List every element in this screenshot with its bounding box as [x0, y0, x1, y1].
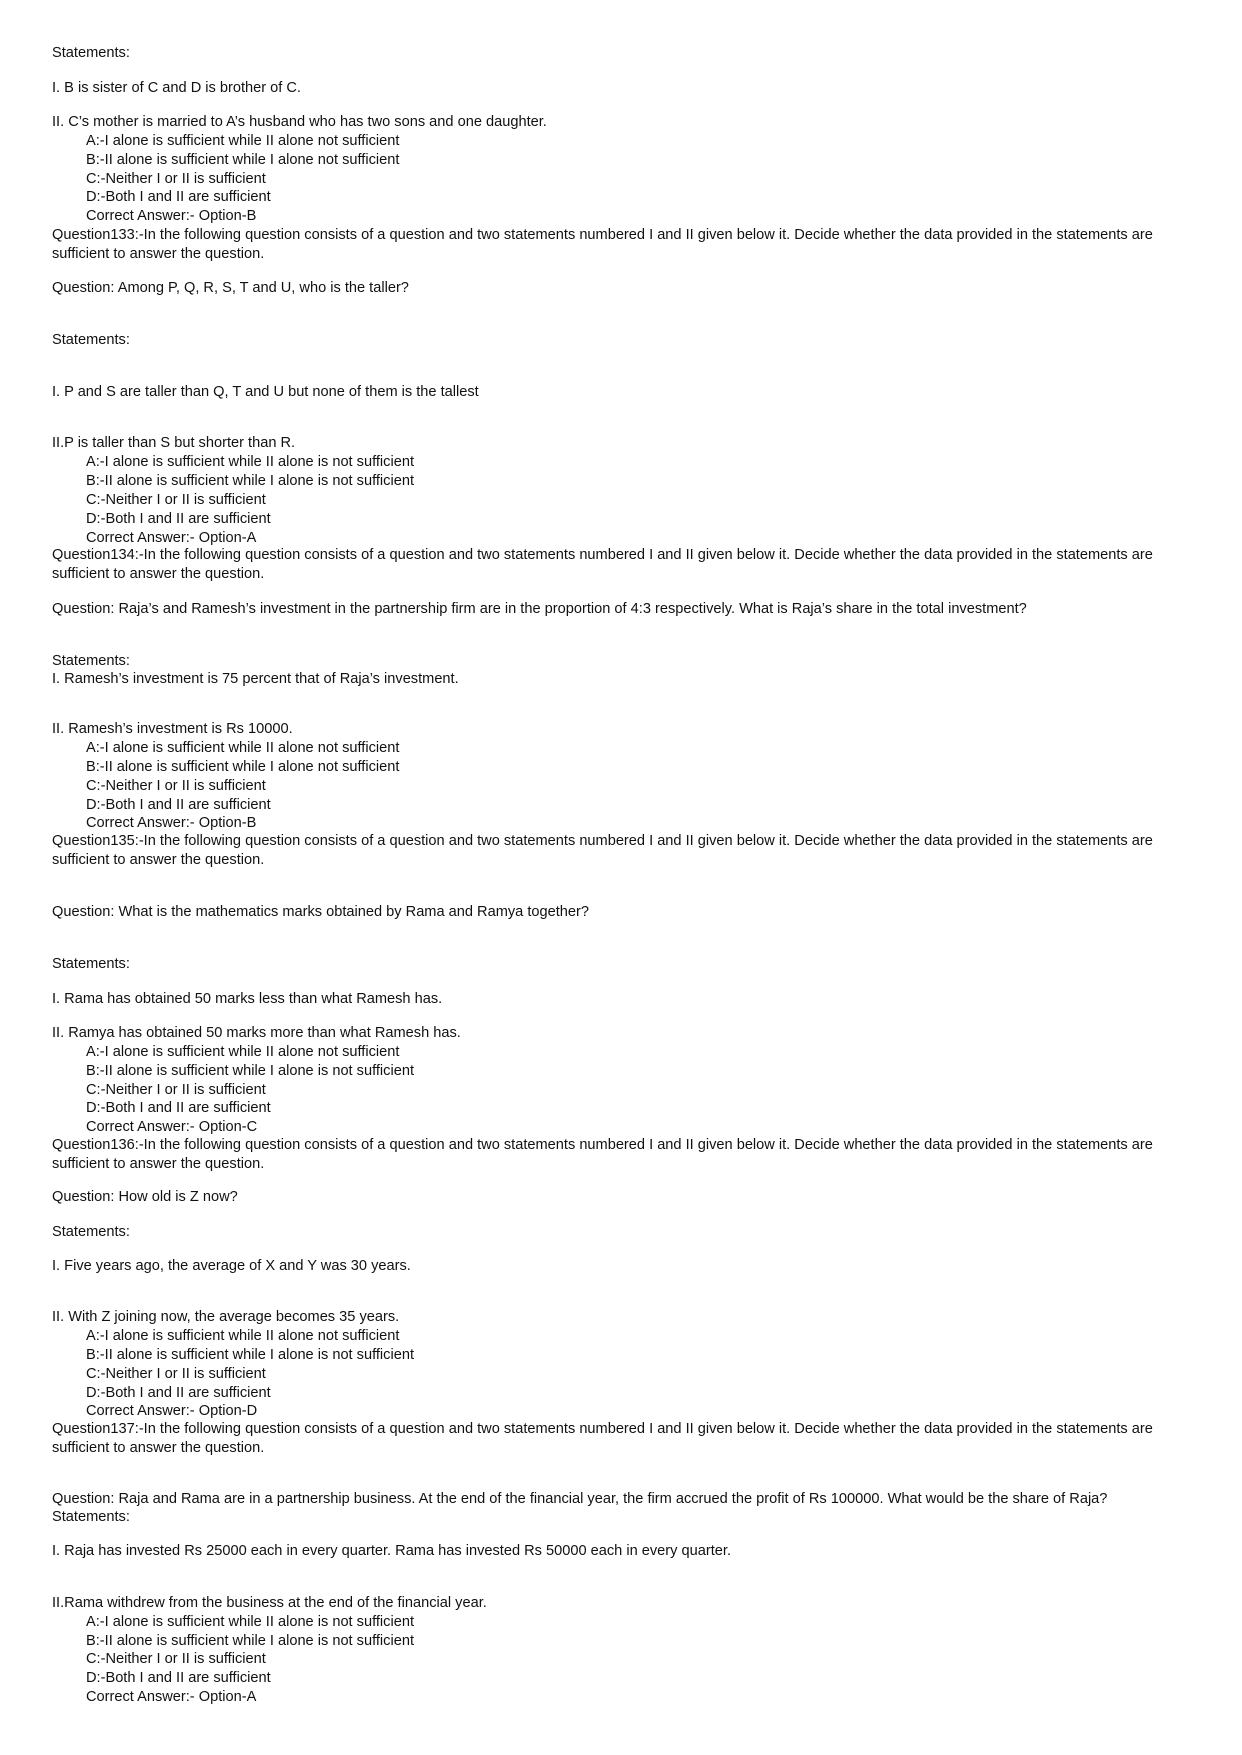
- statement-2: II. With Z joining now, the average becomes 35 years.: [52, 1309, 400, 1325]
- option-d: D:-Both I and II are sufficient: [86, 511, 271, 527]
- question-header: Question134:-In the following question consists of a question and two statements numbered I and II given below it. Decide whether the data provided in the statements are sufficient to answer the question.: [52, 547, 1153, 582]
- option-a: A:-I alone is sufficient while II alone is not sufficient: [86, 454, 414, 470]
- correct-answer: Correct Answer:- Option-B: [86, 815, 257, 831]
- correct-answer: Correct Answer:- Option-B: [86, 208, 257, 224]
- option-d: D:-Both I and II are sufficient: [86, 1100, 271, 1116]
- statements-label: Statements:: [52, 1509, 130, 1525]
- statement-1: I. Rama has obtained 50 marks less than what Ramesh has.: [52, 991, 443, 1007]
- question-header: Question133:-In the following question consists of a question and two statements numbered I and II given below it. Decide whether the data provided in the statements are sufficient to answer the question.: [52, 227, 1153, 262]
- correct-answer: Correct Answer:- Option-A: [86, 530, 257, 546]
- statement-1: I. Ramesh’s investment is 75 percent that of Raja’s investment.: [52, 671, 459, 687]
- option-a: A:-I alone is sufficient while II alone not sufficient: [86, 740, 400, 756]
- statement-2: II. Ramya has obtained 50 marks more than what Ramesh has.: [52, 1025, 461, 1041]
- option-c: C:-Neither I or II is sufficient: [86, 778, 266, 794]
- correct-answer: Correct Answer:- Option-D: [86, 1403, 258, 1419]
- option-b: B:-II alone is sufficient while I alone is not sufficient: [86, 1633, 414, 1649]
- option-a: A:-I alone is sufficient while II alone not sufficient: [86, 133, 400, 149]
- option-d: D:-Both I and II are sufficient: [86, 1670, 271, 1686]
- statement-2: II.P is taller than S but shorter than R.: [52, 435, 296, 451]
- option-b: B:-II alone is sufficient while I alone not sufficient: [86, 759, 400, 775]
- question-text: Question: Among P, Q, R, S, T and U, who is the taller?: [52, 280, 409, 296]
- option-d: D:-Both I and II are sufficient: [86, 797, 271, 813]
- statements-label: Statements:: [52, 956, 130, 972]
- statement-1: I. B is sister of C and D is brother of C.: [52, 80, 301, 96]
- question-header: Question135:-In the following question consists of a question and two statements numbered I and II given below it. Decide whether the data provided in the statements are sufficient to answer the question.: [52, 833, 1153, 868]
- question-text: Question: What is the mathematics marks obtained by Rama and Ramya together?: [52, 904, 589, 920]
- option-b: B:-II alone is sufficient while I alone is not sufficient: [86, 1347, 414, 1363]
- option-a: A:-I alone is sufficient while II alone is not sufficient: [86, 1614, 414, 1630]
- option-d: D:-Both I and II are sufficient: [86, 189, 271, 205]
- question-header: Question136:-In the following question consists of a question and two statements numbered I and II given below it. Decide whether the data provided in the statements are sufficient to answer the question.: [52, 1137, 1153, 1172]
- option-c: C:-Neither I or II is sufficient: [86, 1651, 266, 1667]
- statement-1: I. P and S are taller than Q, T and U but none of them is the tallest: [52, 384, 479, 400]
- option-c: C:-Neither I or II is sufficient: [86, 1082, 266, 1098]
- option-d: D:-Both I and II are sufficient: [86, 1385, 271, 1401]
- option-b: B:-II alone is sufficient while I alone is not sufficient: [86, 473, 414, 489]
- question-text: Question: How old is Z now?: [52, 1189, 238, 1205]
- statements-label: Statements:: [52, 332, 130, 348]
- option-a: A:-I alone is sufficient while II alone not sufficient: [86, 1328, 400, 1344]
- statement-1: I. Raja has invested Rs 25000 each in every quarter. Rama has invested Rs 50000 each in every quarter.: [52, 1543, 732, 1559]
- statement-2: II. Ramesh’s investment is Rs 10000.: [52, 721, 293, 737]
- option-c: C:-Neither I or II is sufficient: [86, 1366, 266, 1382]
- correct-answer: Correct Answer:- Option-C: [86, 1119, 258, 1135]
- option-b: B:-II alone is sufficient while I alone is not sufficient: [86, 1063, 414, 1079]
- option-a: A:-I alone is sufficient while II alone not sufficient: [86, 1044, 400, 1060]
- statements-label: Statements:: [52, 1224, 130, 1240]
- question-text: Question: Raja’s and Ramesh’s investment in the partnership firm are in the proportion of 4:3 respectively. What is Raja’s share in the total investment?: [52, 601, 1027, 617]
- statement-2: II.Rama withdrew from the business at the end of the financial year.: [52, 1595, 487, 1611]
- statements-label: Statements:: [52, 653, 130, 669]
- statements-label: Statements:: [52, 45, 130, 61]
- correct-answer: Correct Answer:- Option-A: [86, 1689, 257, 1705]
- question-header: Question137:-In the following question consists of a question and two statements numbered I and II given below it. Decide whether the data provided in the statements are sufficient to answer the question.: [52, 1421, 1153, 1456]
- statement-1: I. Five years ago, the average of X and Y was 30 years.: [52, 1258, 411, 1274]
- question-text: Question: Raja and Rama are in a partnership business. At the end of the financial year, the firm accrued the profit of Rs 100000. What would be the share of Raja?: [52, 1491, 1108, 1507]
- option-b: B:-II alone is sufficient while I alone not sufficient: [86, 152, 400, 168]
- statement-2: II. C’s mother is married to A’s husband who has two sons and one daughter.: [52, 114, 547, 130]
- option-c: C:-Neither I or II is sufficient: [86, 171, 266, 187]
- option-c: C:-Neither I or II is sufficient: [86, 492, 266, 508]
